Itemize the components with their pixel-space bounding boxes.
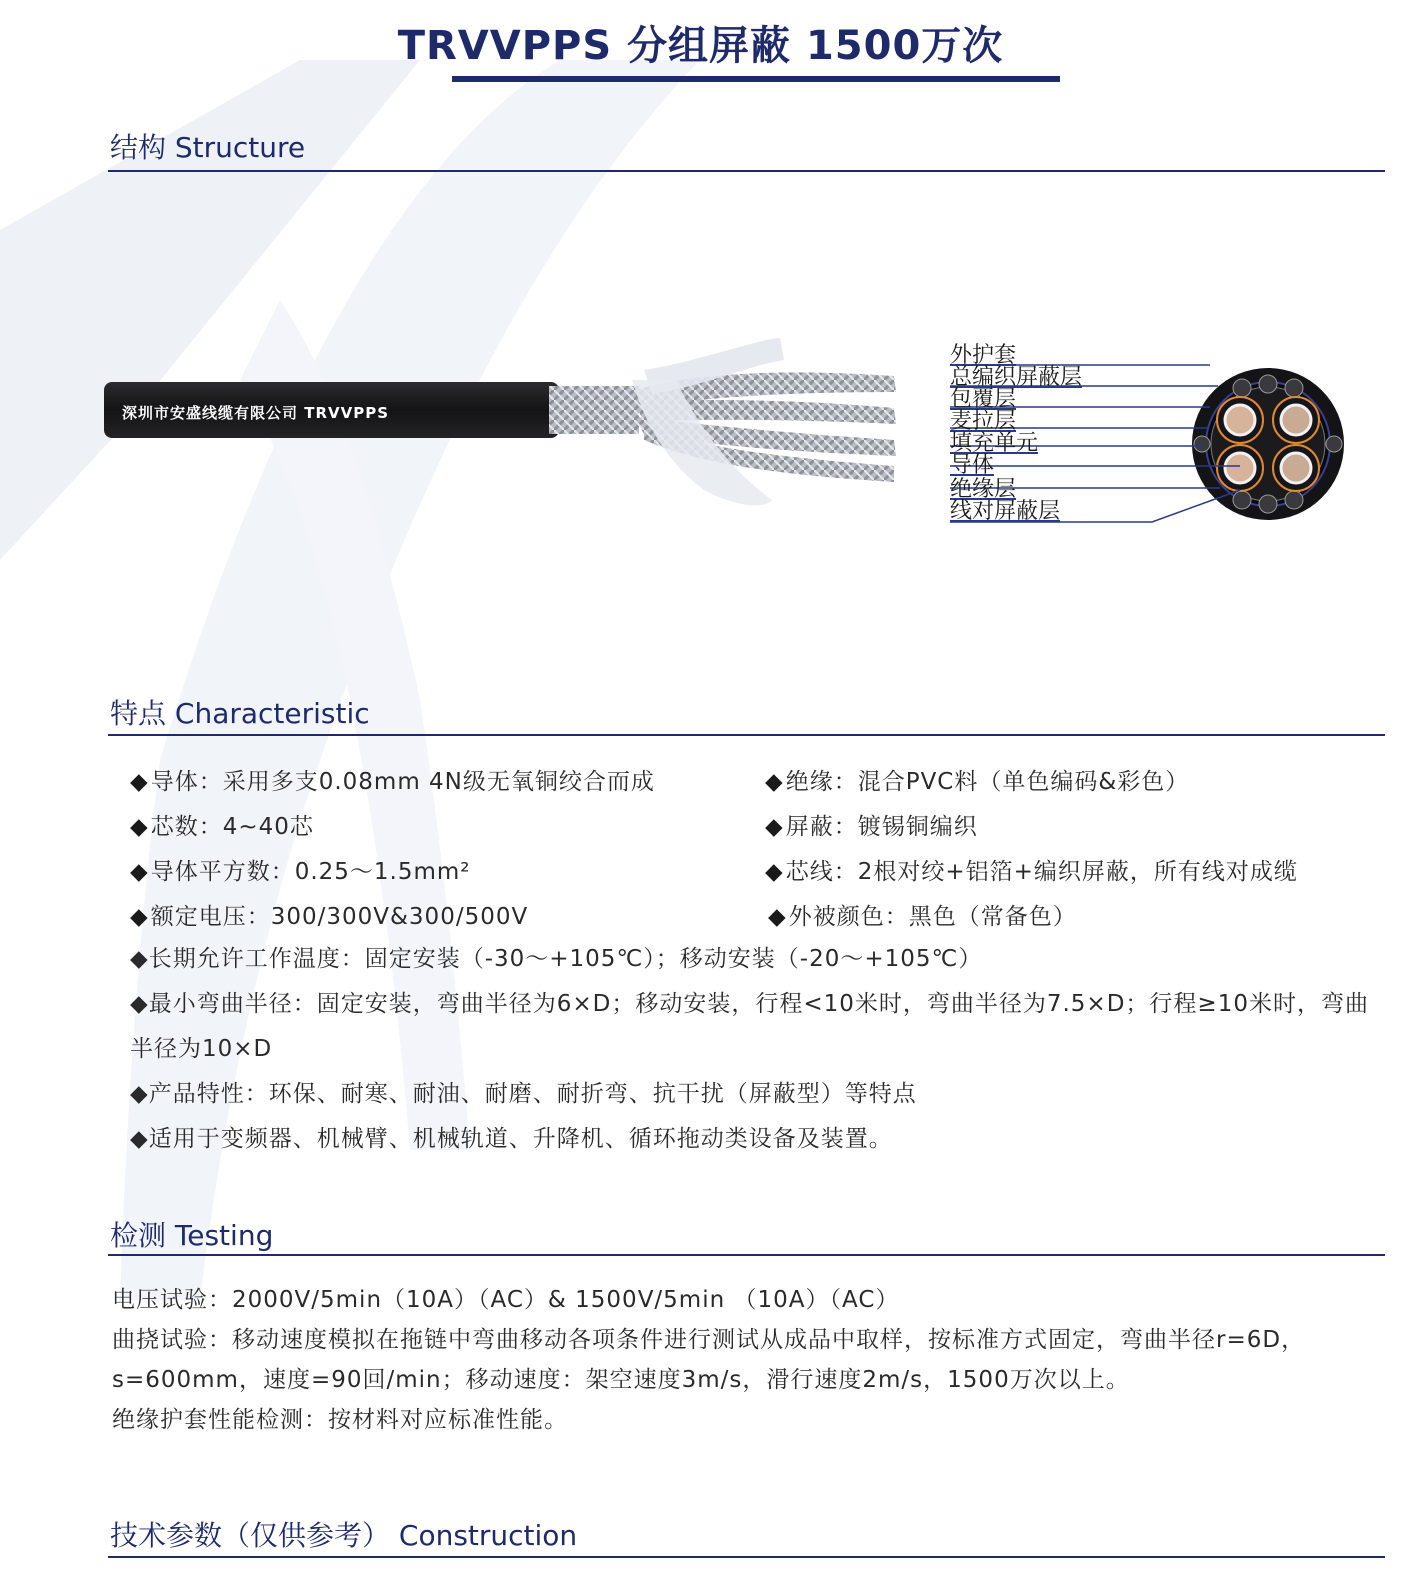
bullet-icon: ◆ — [130, 991, 149, 1017]
section-rule-testing — [108, 1254, 1385, 1256]
section-rule-construction — [108, 1556, 1385, 1558]
section-heading-construction: 技术参数（仅供参考） Construction — [110, 1519, 578, 1552]
section-heading-characteristic: 特点 Characteristic — [110, 697, 370, 730]
char-item-shield: ◆屏蔽：镀锡铜编织 — [765, 814, 978, 840]
bullet-icon: ◆ — [768, 904, 787, 930]
cross-label-conductor: 导体 — [950, 453, 995, 478]
char-item-core-wire: ◆芯线：2根对绞+铝箔+编织屏蔽，所有线对成缆 — [765, 859, 1298, 885]
bullet-icon: ◆ — [130, 904, 149, 930]
char-item-cores: ◆芯数：4~40芯 — [130, 814, 314, 840]
cross-label-insulation: 绝缘层 — [950, 477, 1017, 502]
char-item-bend-radius: ◆最小弯曲半径：固定安装，弯曲半径为6×D；移动安装，行程<10米时，弯曲半径为7.5×D；行程≥10米时，弯曲半径为10×D — [130, 991, 1369, 1062]
bullet-icon: ◆ — [130, 859, 149, 885]
char-item-properties: ◆产品特性：环保、耐寒、耐油、耐磨、耐折弯、抗干扰（屏蔽型）等特点 — [130, 1081, 917, 1107]
char-item-conductor: ◆导体：采用多支0.08mm 4N级无氧铜绞合而成 — [130, 769, 655, 795]
section-rule-characteristic — [108, 734, 1385, 736]
bullet-icon: ◆ — [130, 814, 149, 840]
testing-insulation: 绝缘护套性能检测：按材料对应标准性能。 — [112, 1407, 568, 1433]
cable-product-image — [104, 330, 904, 520]
section-rule-structure — [108, 170, 1385, 172]
bullet-icon: ◆ — [130, 1081, 149, 1107]
testing-flex: 曲挠试验：移动速度模拟在拖链中弯曲移动各项条件进行测试从成品中取样，按标准方式固定，弯曲半径r=6D，s=600mm，速度=90回/min；移动速度：架空速度3m/s，滑行速度2m/s，1500万次以上。 — [112, 1327, 1306, 1393]
char-item-applications: ◆适用于变频器、机械臂、机械轨道、升降机、循环拖动类设备及装置。 — [130, 1126, 893, 1152]
cross-label-overall-braid: 总编织屏蔽层 — [950, 365, 1083, 390]
char-item-temperature: ◆长期允许工作温度：固定安装（-30～+105℃）；移动安装（-20～+105℃） — [130, 946, 983, 972]
bullet-icon: ◆ — [765, 769, 784, 795]
bullet-icon: ◆ — [765, 814, 784, 840]
testing-voltage: 电压试验：2000V/5min（10A）（AC）& 1500V/5min （10A）（AC） — [112, 1287, 900, 1313]
title-underline — [452, 76, 1060, 82]
char-item-rated-voltage: ◆额定电压：300/300V&300/500V — [130, 904, 529, 930]
section-heading-testing: 检测 Testing — [110, 1219, 274, 1252]
bullet-icon: ◆ — [130, 946, 149, 972]
section-heading-structure: 结构 Structure — [110, 131, 306, 164]
char-item-cross-section: ◆导体平方数：0.25～1.5mm² — [130, 859, 471, 885]
page-title: TRVVPPS 分组屏蔽 1500万次 — [397, 23, 1004, 69]
cross-label-filler: 填充单元 — [950, 431, 1039, 456]
bullet-icon: ◆ — [765, 859, 784, 885]
cross-label-mylar-layer: 麦拉层 — [950, 409, 1017, 434]
cross-label-wrap-layer: 包覆层 — [950, 387, 1017, 412]
bullet-icon: ◆ — [130, 769, 149, 795]
cable-print-text: 深圳市安盛线缆有限公司 TRVVPPS — [122, 404, 390, 422]
char-item-insulation: ◆绝缘：混合PVC料（单色编码&彩色） — [765, 769, 1190, 795]
cross-label-pair-shield: 线对屏蔽层 — [950, 499, 1061, 524]
bullet-icon: ◆ — [130, 1126, 149, 1152]
char-item-jacket-color: ◆外被颜色：黑色（常备色） — [768, 904, 1077, 930]
cross-label-outer-sheath: 外护套 — [950, 343, 1017, 368]
